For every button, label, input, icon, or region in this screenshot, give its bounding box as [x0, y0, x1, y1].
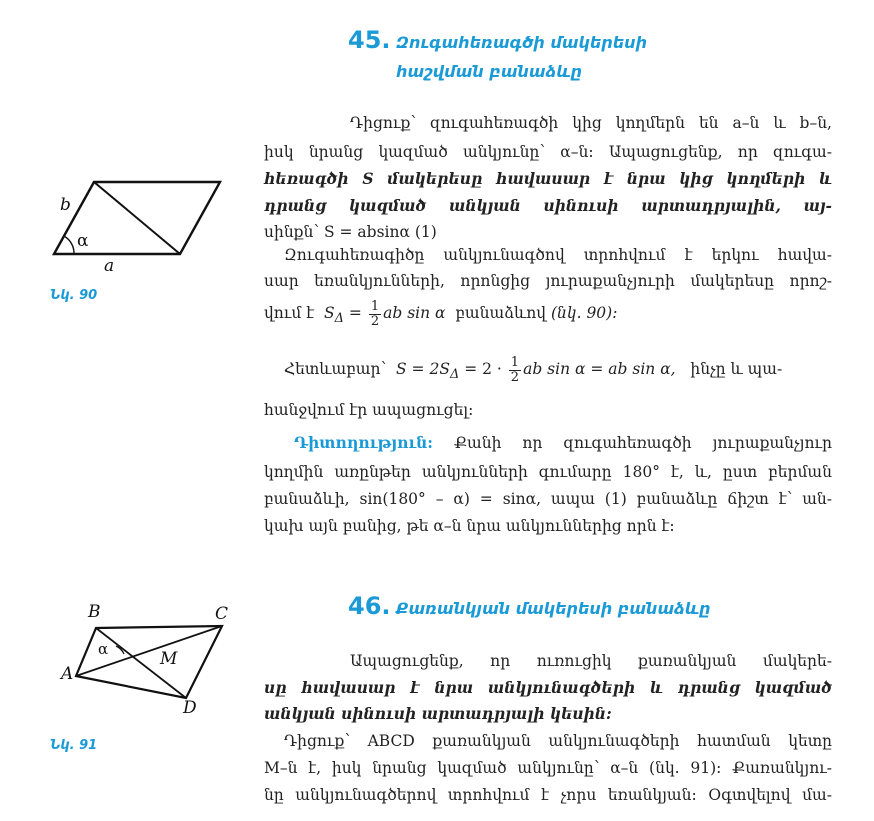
s45-p3-line1	[264, 354, 852, 390]
label-alpha-91: α	[98, 640, 109, 658]
s45-p3-end: ինչը և պա-	[690, 360, 783, 378]
label-A: A	[61, 664, 74, 684]
quadrilateral-outline	[76, 626, 222, 698]
s46-p1-line3: անկյան սինուսի արտադրյալի կեսին:	[264, 704, 612, 723]
s45-p1-line4: դրանց կազմած անկյան սինուսի արտադրյալին, այ-	[264, 196, 832, 215]
s45-note-line3: բանաձևի, sin(180° – α) = sinα, ապա (1) բանաձևը ճիշտ է՝ ան-	[264, 490, 832, 508]
fraction-one-half	[369, 300, 381, 329]
s46-p1-line1: Ապացուցենք, որ ուռուցիկ քառանկյան մակերե-	[350, 652, 832, 670]
s45-note-line1	[264, 433, 832, 453]
formula-s: S	[324, 304, 335, 322]
label-B: B	[88, 602, 101, 622]
parallelogram-diagonal	[94, 182, 180, 254]
formula-chain-3: ab sin α = ab sin α,	[523, 360, 676, 378]
note-label: Դիտողություն:	[294, 433, 434, 452]
s45-p3-start: Հետևաբար՝	[284, 360, 387, 378]
s45-p1-line5: սինքն՝ S = absinα (1)	[264, 223, 437, 241]
formula-eq: =	[348, 304, 362, 322]
formula-s-delta	[324, 304, 344, 327]
label-M: M	[160, 649, 178, 669]
s45-p2-line3-end: բանաձևով	[455, 304, 547, 322]
s45-p2-ref: (նկ. 90):	[550, 304, 618, 322]
formula-sub-delta: Δ	[334, 311, 344, 327]
formula-absin: ab sin α	[383, 304, 446, 322]
formula-chain-2: = 2 ·	[464, 360, 502, 378]
fraction2-num: 1	[510, 354, 520, 370]
s45-p2-line3	[264, 298, 832, 334]
fraction-den: 2	[370, 313, 380, 329]
s46-p2-line1: Դիցուք՝ ABCD քառանկյան անկյունագծերի հատման կետը	[284, 732, 832, 750]
s45-p1-line2-text: իսկ նրանց կազմած անկյունը՝ α–ն: Ապացուցենք, որ զուգա-	[264, 143, 832, 161]
section-45-title-line2: հաշվման բանաձևը	[396, 62, 583, 81]
s45-p1-line1: Դիցուք՝ զուգահեռագծի կից կողմերն են a–ն և b–ն,	[350, 114, 832, 132]
label-a: a	[104, 256, 115, 276]
figure-90-caption: Նկ. 90	[50, 288, 98, 303]
fraction2-den: 2	[510, 369, 520, 385]
formula-chain-sub: Δ	[449, 367, 460, 383]
s45-p2-line2: սար եռանկյունների, որոնցից յուրաքանչյուրի մակերեսը որոշ-	[264, 272, 832, 290]
s46-p2-line2: M–ն է, իսկ նրանց կազմած անկյունը՝ α–ն (նկ. 91): Քառանկյու-	[264, 759, 832, 777]
label-b: b	[60, 195, 71, 215]
section-46-number: 46.	[348, 592, 391, 620]
label-D: D	[183, 698, 197, 718]
section-45-title-line1: Զուգահեռագծի մակերեսի	[396, 33, 647, 52]
label-alpha-90: α	[77, 231, 89, 251]
s46-p2-line3: նը անկյունագծերով տրոհվում է չորս եռանկյան: Օգտվելով մա-	[264, 786, 832, 804]
fraction-one-half-2	[509, 356, 521, 385]
angle-arc	[64, 236, 74, 254]
s45-p1-line3: հեռագծի S մակերեսը հավասար է նրա կից կողմերի և	[264, 169, 832, 188]
s45-p2-line1: Զուգահեռագիծը անկյունագծով տրոհվում է երկու հավա-	[284, 246, 832, 264]
s45-note-line4: կախ այն բանից, թե α–ն նրա անկյուններից որն է:	[264, 517, 675, 535]
figure-91-caption: Նկ. 91	[50, 738, 98, 753]
fraction-num: 1	[370, 298, 380, 314]
s45-note-line2: կողմին առընթեր անկյունների գումարը 180° է, և, ըստ բերման	[264, 463, 832, 481]
s45-p3-line2: հանջվում էր ապացուցել:	[264, 401, 474, 419]
label-C: C	[215, 604, 229, 624]
section-45-number: 45.	[348, 26, 391, 54]
formula-chain-1: S = 2S	[396, 360, 450, 378]
figure-90-parallelogram	[40, 170, 230, 270]
s45-p1-line2	[264, 142, 832, 162]
s46-p1-line2: սը հավասար է նրա անկյունագծերի և դրանց կազմած	[264, 678, 832, 697]
note-rest: Քանի որ զուգահեռագծի յուրաքանչյուր	[433, 434, 832, 452]
s45-p2-line3-start: վում է	[264, 304, 315, 322]
figure-91-quadrilateral	[50, 610, 240, 710]
section-46-title: Քառանկյան մակերեսի բանաձևը	[396, 599, 711, 618]
